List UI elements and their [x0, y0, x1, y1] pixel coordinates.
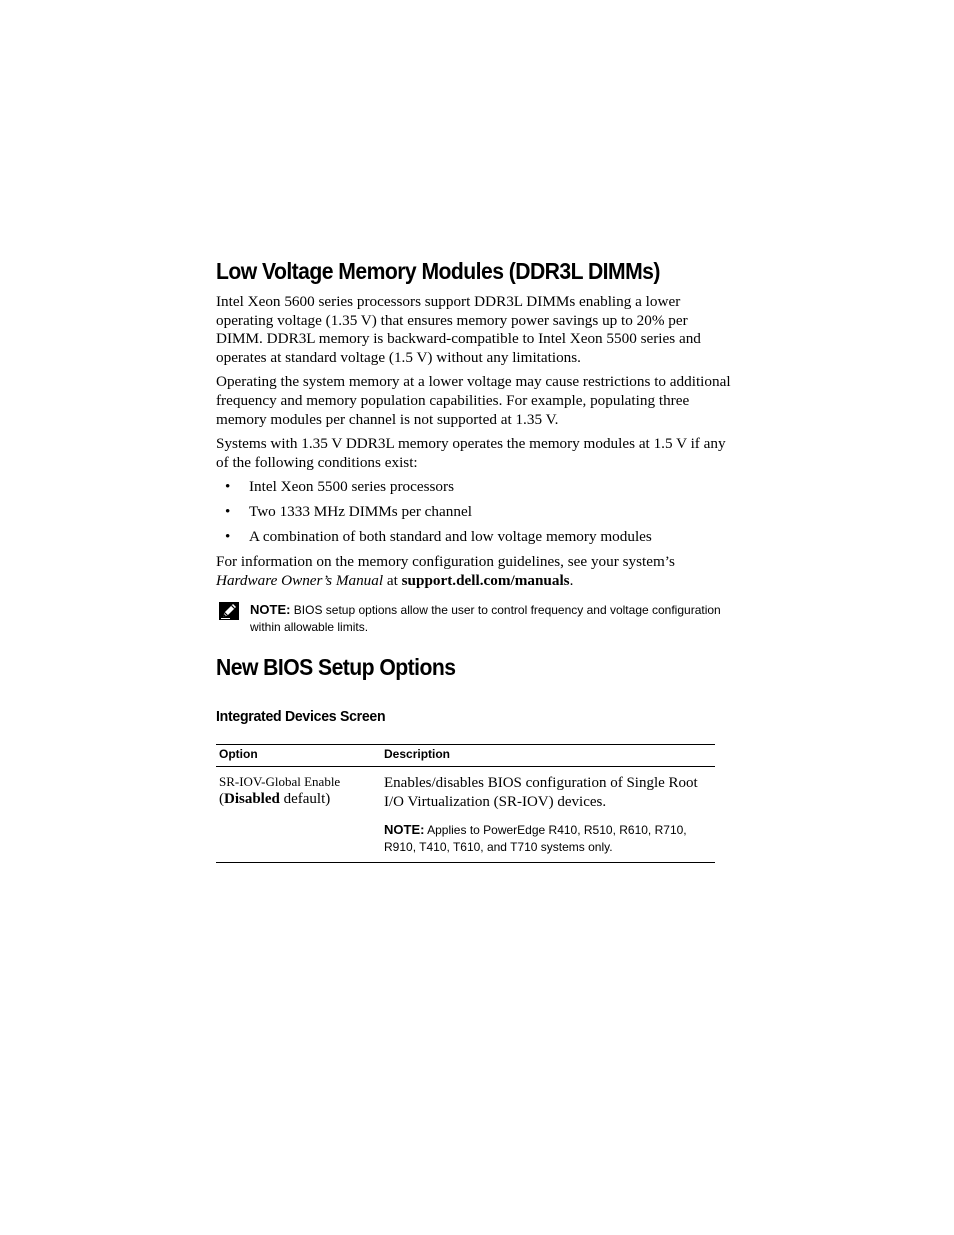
list-item-text: Two 1333 MHz DIMMs per channel [249, 503, 472, 521]
note-label: NOTE: [250, 602, 291, 618]
bios-options-table [216, 744, 715, 863]
note-bios-options [216, 601, 732, 636]
list-item-text: A combination of both standard and low voltage memory modules [249, 528, 652, 546]
note-label: NOTE: [384, 822, 425, 838]
column-header-option: Option [216, 745, 381, 767]
conditions-list [216, 478, 732, 547]
bullet-icon: • [225, 528, 231, 546]
support-link[interactable]: support.dell.com/manuals [401, 571, 570, 589]
paragraph-restrictions: Operating the system memory at a lower voltage may cause restrictions to additional frequency and memory population capabilities. For example, populating three memory modules per channel is not supported at 1.35 V. [216, 373, 731, 428]
list-item [216, 528, 732, 547]
table-header-row [216, 745, 715, 767]
list-item [216, 478, 732, 497]
list-item-text: Intel Xeon 5500 series processors [249, 478, 454, 496]
column-header-description: Description [381, 745, 715, 767]
section-title-bios: New BIOS Setup Options [216, 654, 456, 681]
option-name: SR-IOV-Global Enable [219, 774, 341, 790]
default-value: Disabled [224, 791, 280, 808]
manual-title: Hardware Owner’s Manual [216, 571, 384, 589]
more-info-prefix: For information on the memory configuration guidelines, see your system’s [216, 553, 675, 571]
section-title-low-voltage: Low Voltage Memory Modules (DDR3L DIMMs) [216, 258, 660, 284]
table-row [216, 767, 715, 863]
option-cell [216, 767, 381, 863]
paragraph-ddr3l-intro: Intel Xeon 5600 series processors support DDR3L DIMMs enabling a lower operating voltage (1.35 V) that ensures memory power savings up to 20% per DIMM. DDR3L memory is backward-compatible to Intel Xeon 5500 series and operates at standard voltage (1.5 V) without any limitations. [216, 293, 701, 366]
note-text: Applies to PowerEdge R410, R510, R610, R710, R910, T410, T610, and T710 systems only. [384, 823, 687, 855]
paragraph-more-info [216, 553, 732, 590]
option-description: Enables/disables BIOS configuration of Single Root I/O Virtualization (SR-IOV) devices. [384, 775, 698, 811]
paragraph-conditions: Systems with 1.35 V DDR3L memory operates the memory modules at 1.5 V if any of the following conditions exist: [216, 435, 726, 471]
more-info-suffix: . [569, 571, 574, 589]
page-content [216, 256, 732, 863]
bullet-icon: • [225, 503, 231, 521]
list-item [216, 503, 732, 522]
subsection-title-integrated-devices: Integrated Devices Screen [216, 708, 386, 726]
description-cell [381, 767, 715, 863]
more-info-at: at [383, 571, 402, 589]
description-note [384, 821, 712, 856]
option-default: (Disabled default) [219, 791, 331, 808]
bullet-icon: • [225, 478, 231, 496]
note-text: BIOS setup options allow the user to control frequency and voltage configuration within allowable limits. [250, 603, 721, 635]
pencil-note-icon [218, 601, 240, 621]
